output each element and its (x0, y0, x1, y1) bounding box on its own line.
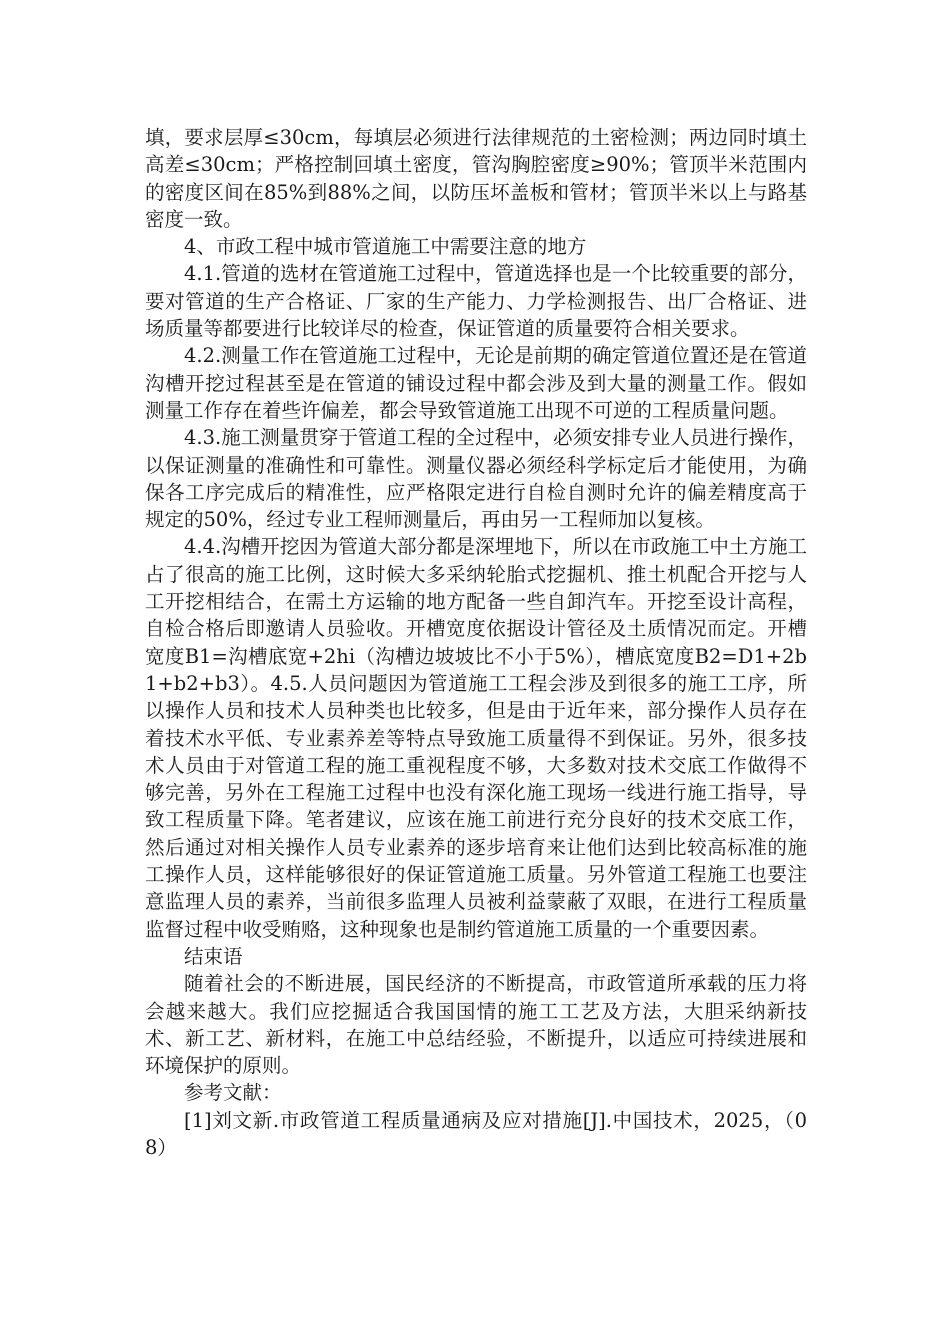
paragraph-conclusion: 随着社会的不断进展，国民经济的不断提高，市政管道所承载的压力将会越来越大。我们应挖掘适合我国国情的施工工艺及方法，大胆采纳新技术、新工艺、新材料，在施工中总结经验，不断提升，以适应可持续进展和环境保护的原则。 (145, 972, 807, 1078)
conclusion-heading: 结束语 (184, 944, 243, 968)
references-heading: 参考文献： (184, 1081, 282, 1105)
reference-item-1: [1]刘文新.市政管道工程质量通病及应对措施[J].中国技术，2025，（08） (145, 1108, 807, 1159)
paragraph-4-1-pipe-selection: 4.1.管道的选材在管道施工过程中，管道选择也是一个比较重要的部分，要对管道的生产合格证、厂家的生产能力、力学检测报告、出厂合格证、进场质量等都要进行比较详尽的检查，保证管道的质量要符合相关要求。 (145, 262, 807, 341)
section-heading-4: 4、市政工程中城市管道施工中需要注意的地方 (184, 235, 587, 259)
paragraph-4-3-construction-survey: 4.3.施工测量贯穿于管道工程的全过程中，必须安排专业人员进行操作，以保证测量的准确性和可靠性。测量仪器必须经科学标定后才能使用，为确保各工序完成后的精准性，应严格限定进行自检自测时允许的偏差精度高于规定的50%，经过专业工程师测量后，再由另一工程师加以复核。 (145, 426, 807, 532)
document-body (145, 124, 807, 1161)
paragraph-4-4-trench-excavation: 4.4.沟槽开挖因为管道大部分都是深埋地下，所以在市政施工中土方施工占了很高的施工比例，这时候大多采纳轮胎式挖掘机、推土机配合开挖与人工开挖相结合，在需土方运输的地方配备一些自卸汽车。开挖至设计高程，自检合格后即邀请人员验收。开槽宽度依据设计管径及土质情况而定。开槽宽度B1=沟槽底宽+2hi（沟槽边坡坡比不小于5%），槽底宽度B2=D1+2b1+b2+b3）。4.5.人员问题因为管道施工工程会涉及到很多的施工工序，所以操作人员和技术人员种类也比较多，但是由于近年来，部分操作人员存在着技术水平低、专业素养差等特点导致施工质量得不到保证。另外，很多技术人员由于对管道工程的施工重视程度不够，大多数对技术交底工作做得不够完善，另外在工程施工过程中也没有深化施工现场一线进行施工指导，导致工程质量下降。笔者建议，应该在施工前进行充分良好的技术交底工作，然后通过对相关操作人员专业素养的逐步培育来让他们达到比较高标准的施工操作人员，这样能够很好的保证管道施工质量。另外管道工程施工也要注意监理人员的素养，当前很多监理人员被利益蒙蔽了双眼，在进行工程质量监督过程中收受贿赂，这种现象也是制约管道施工质量的一个重要因素。 (145, 535, 807, 941)
paragraph-4-2-surveying: 4.2.测量工作在管道施工过程中，无论是前期的确定管道位置还是在管道沟槽开挖过程甚至是在管道的铺设过程中都会涉及到大量的测量工作。假如测量工作存在着些许偏差，都会导致管道施工出现不可逆的工程质量问题。 (145, 344, 807, 422)
paragraph-backfill-requirements: 填，要求层厚≤30cm，每填层必须进行法律规范的土密检测；两边同时填土高差≤30cm；严格控制回填土密度，管沟胸腔密度≥90%；管顶半米范围内的密度区间在85%到88%之间，以防压坏盖板和管材；管顶半米以上与路基密度一致。 (145, 126, 807, 231)
